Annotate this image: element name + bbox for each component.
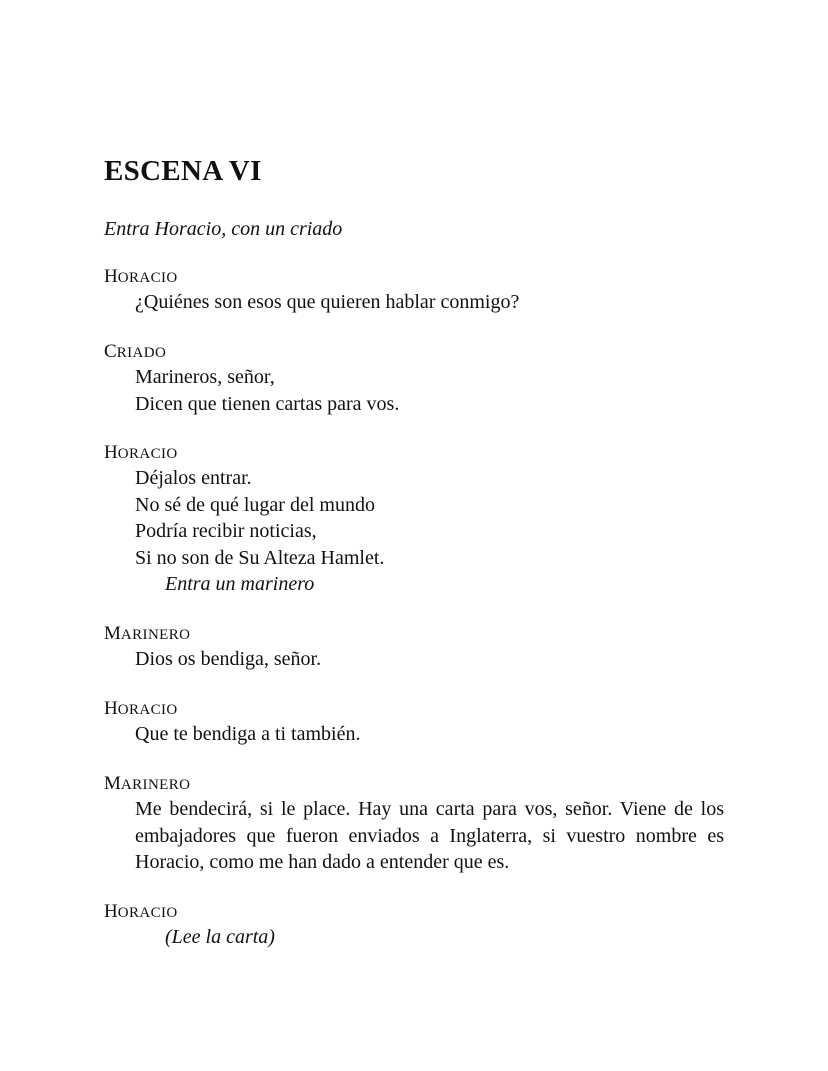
speech-horacio-2	[104, 441, 724, 598]
verse-line: Marineros, señor,	[135, 366, 275, 388]
speech-marinero-1	[104, 622, 724, 673]
speaker-name: HORACIO	[104, 266, 178, 287]
verse-line: Dicen que tienen cartas para vos.	[135, 392, 400, 415]
speaker-name: MARINERO	[104, 773, 191, 794]
verse-line: ¿Quiénes son esos que quieren hablar conmigo?	[135, 291, 520, 313]
verse-line: No sé de qué lugar del mundo	[135, 493, 375, 516]
speech-criado	[104, 340, 724, 417]
verse-line: Si no son de Su Alteza Hamlet.	[135, 546, 385, 569]
scene-title: ESCENA VI	[104, 155, 262, 187]
verse-line: Déjalos entrar.	[135, 467, 252, 489]
stage-direction: Entra un marinero	[165, 573, 315, 595]
prose-paragraph: Me bendecirá, si le place. Hay una carta para vos, señor. Viene de los embajadores que fueron enviados a Inglaterra, si vuestro nombre es Horacio, como me han dado a entender que es.	[135, 798, 724, 873]
speaker-name: CRIADO	[104, 341, 167, 362]
speaker-name: HORACIO	[104, 442, 178, 463]
speech-horacio-3	[104, 697, 724, 748]
verse-line: Que te bendiga a ti también.	[135, 723, 361, 745]
speech-horacio-4	[104, 900, 724, 951]
speaker-name: MARINERO	[104, 623, 191, 644]
verse-line: Dios os bendiga, señor.	[135, 648, 322, 670]
verse-line: Podría recibir noticias,	[135, 520, 317, 542]
speaker-name: HORACIO	[104, 901, 178, 922]
speech-horacio-1	[104, 265, 724, 316]
opening-stage-direction: Entra Horacio, con un criado	[104, 218, 343, 240]
speaker-name: HORACIO	[104, 698, 178, 719]
stage-direction: (Lee la carta)	[165, 926, 275, 948]
speech-marinero-2	[104, 772, 724, 876]
